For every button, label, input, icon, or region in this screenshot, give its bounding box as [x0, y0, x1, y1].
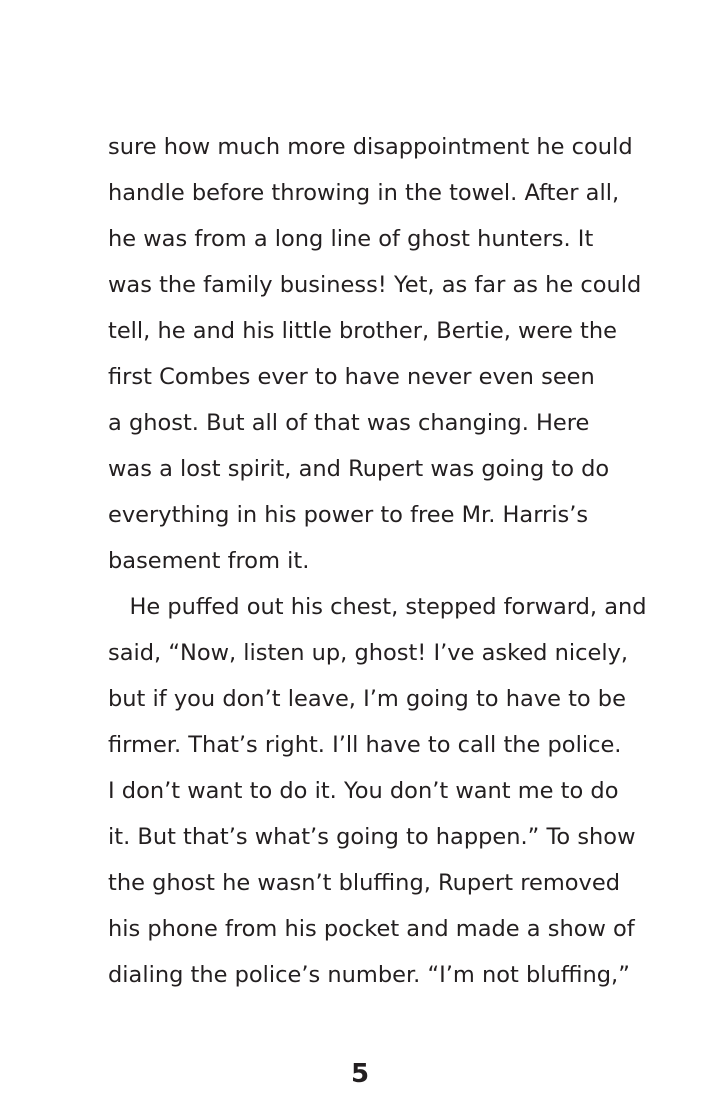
text-line: it. But that’s what’s going to happen.” To show	[108, 824, 636, 850]
text-line: I don’t want to do it. You don’t want me to do	[108, 778, 619, 804]
text-line: a ghost. But all of that was changing. Here	[108, 410, 590, 436]
text-line: handle before throwing in the towel. After all,	[108, 180, 620, 206]
text-line: said, “Now, listen up, ghost! I’ve asked nicely,	[108, 640, 629, 666]
text-line: first Combes ever to have never even seen	[108, 364, 595, 390]
text-line: firmer. That’s right. I’ll have to call the police.	[108, 732, 622, 758]
text-line: his phone from his pocket and made a show of	[108, 916, 635, 942]
text-line: He puffed out his chest, stepped forward, and	[108, 594, 647, 620]
text-line: everything in his power to free Mr. Harris’s	[108, 502, 589, 528]
text-line: but if you don’t leave, I’m going to have to be	[108, 686, 626, 712]
text-line: dialing the police’s number. “I’m not bluffing,”	[108, 962, 630, 988]
page-number: 5	[350, 1059, 370, 1089]
text-line: was the family business! Yet, as far as he could	[108, 272, 642, 298]
body-text	[108, 124, 668, 998]
text-line: tell, he and his little brother, Bertie, were the	[108, 318, 617, 344]
text-line: basement from it.	[108, 548, 310, 574]
text-line: he was from a long line of ghost hunters. It	[108, 226, 594, 252]
text-line: sure how much more disappointment he could	[108, 134, 633, 160]
text-line: the ghost he wasn’t bluffing, Rupert removed	[108, 870, 620, 896]
text-line: was a lost spirit, and Rupert was going to do	[108, 456, 610, 482]
